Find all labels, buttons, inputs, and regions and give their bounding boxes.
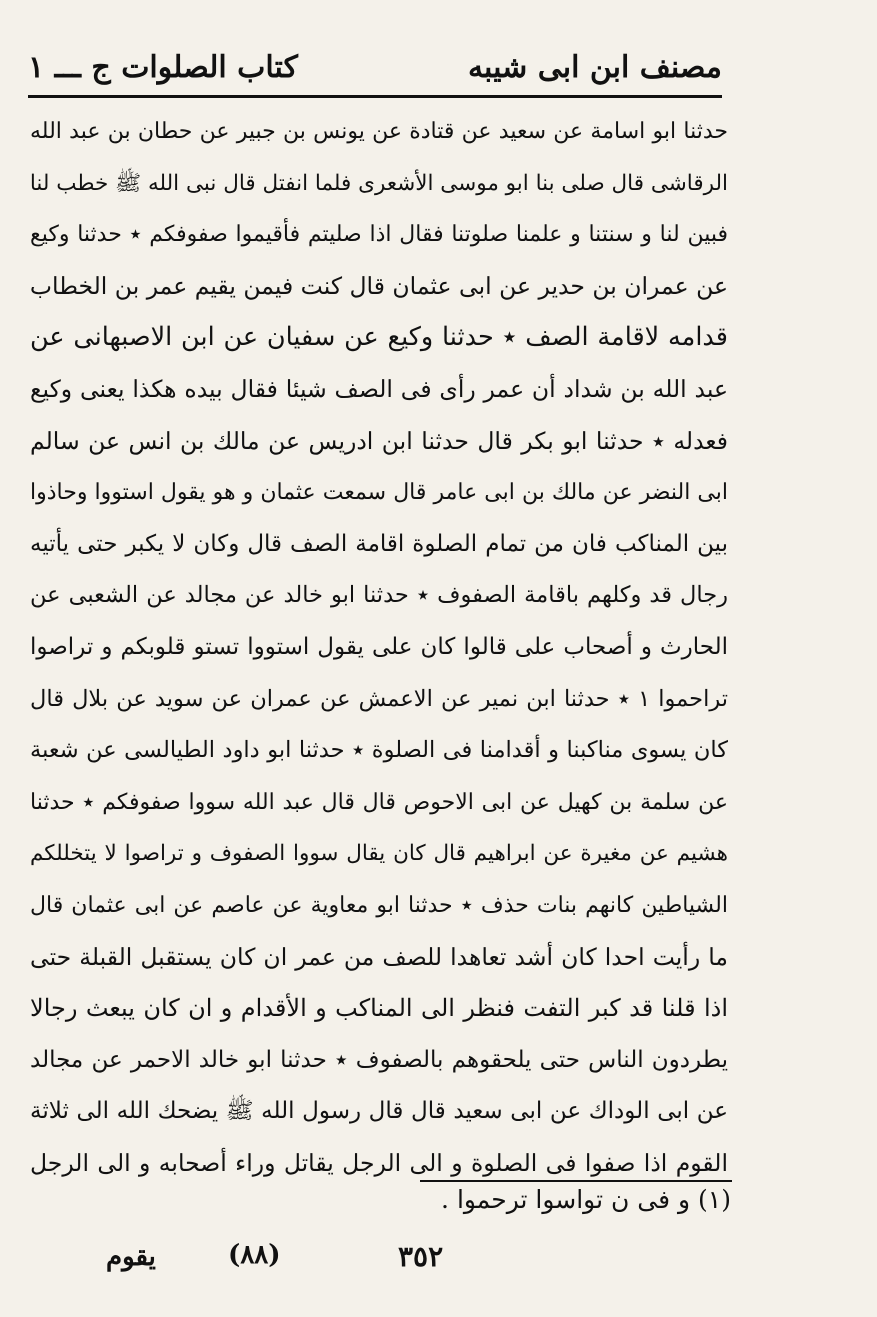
text-line: رجال قد وكلهم باقامة الصفوف ٭ حدثنا ابو خالد عن مجالد عن الشعبى عن	[30, 582, 728, 609]
footnote-rule	[420, 1180, 732, 1182]
text-line: الرقاشى قال صلى بنا ابو موسى الأشعرى فلما انفتل قال نبى الله ﷺ خطب لنا	[30, 170, 728, 196]
text-line: الحارث و أصحاب على قالوا كان على يقول استووا تستو قلوبكم و تراصوا	[30, 633, 728, 660]
text-line: هشيم عن مغيرة عن ابراهيم قال كان يقال سووا الصفوف و تراصوا لا يتخللكم	[30, 841, 728, 867]
text-line: عن عمران بن حدير عن ابى عثمان قال كنت فيمن يقيم عمر بن الخطاب	[30, 271, 728, 300]
text-line: ما رأيت احدا كان أشد تعاهدا للصف من عمر ان كان يستقبل القبلة حتى	[30, 942, 728, 971]
catchword: يقوم	[106, 1242, 156, 1272]
text-line: عبد الله بن شداد أن عمر رأى فى الصف شيئا فقال بيده هكذا يعنى وكيع	[30, 374, 728, 403]
text-line: حدثنا ابو اسامة عن سعيد عن قتادة عن يونس بن جبير عن حطان بن عبد الله	[30, 119, 728, 144]
chapter-title: كتاب الصلوات ج ـــ ١	[28, 50, 298, 85]
text-line: كان يسوى مناكبنا و أقدامنا فى الصلوة ٭ حدثنا ابو داود الطيالسى عن شعبة	[30, 737, 728, 764]
main-text	[30, 106, 728, 1189]
signature-mark: (٨٨)	[228, 1240, 281, 1270]
text-line: عن ابى الوداك عن ابى سعيد قال قال رسول الله ﷺ يضحك الله الى ثلاثة	[30, 1098, 728, 1125]
text-line: ابى النضر عن مالك بن ابى عامر قال سمعت عثمان و هو يقول استووا وحاذوا	[30, 480, 728, 506]
text-line: فبين لنا و سنتنا و علمنا صلوتنا فقال اذا صليتم فأقيموا صفوفكم ٭ حدثنا وكيع	[30, 222, 728, 248]
text-line: الشياطين كانهم بنات حذف ٭ حدثنا ابو معاوية عن عاصم عن ابى عثمان قال	[30, 892, 728, 918]
text-line: قدامه لاقامة الصف ٭ حدثنا وكيع عن سفيان عن ابن الاصبهانى عن	[30, 322, 728, 353]
text-line: يطردون الناس حتى يلحقوهم بالصفوف ٭ حدثنا ابو خالد الاحمر عن مجالد	[30, 1046, 728, 1073]
book-title: مصنف ابن ابى شيبه	[467, 50, 722, 85]
text-line: فعدله ٭ حدثنا ابو بكر قال حدثنا ابن ادريس عن مالك بن انس عن سالم	[30, 426, 728, 455]
header-rule	[28, 95, 722, 98]
footnote: (١) و فى ن تواسوا ترحموا .	[441, 1185, 731, 1214]
running-header	[28, 44, 722, 92]
text-line: القوم اذا صفوا فى الصلوة و الى الرجل يقاتل وراء أصحابه و الى الرجل	[30, 1148, 728, 1177]
text-line: بين المناكب فان من تمام الصلوة اقامة الصف قال وكان لا يكبر حتى يأتيه	[30, 530, 728, 557]
page-number: ٣٥٢	[398, 1240, 444, 1273]
text-line: عن سلمة بن كهيل عن ابى الاحوص قال قال عبد الله سووا صفوفكم ٭ حدثنا	[30, 789, 728, 815]
text-line: تراحموا ١ ٭ حدثنا ابن نمير عن الاعمش عن عمران عن سويد عن بلال قال	[30, 685, 728, 712]
text-line: اذا قلنا قد كبر التفت فنظر الى المناكب و الأقدام و ان كان يبعث رجالا	[30, 994, 728, 1023]
